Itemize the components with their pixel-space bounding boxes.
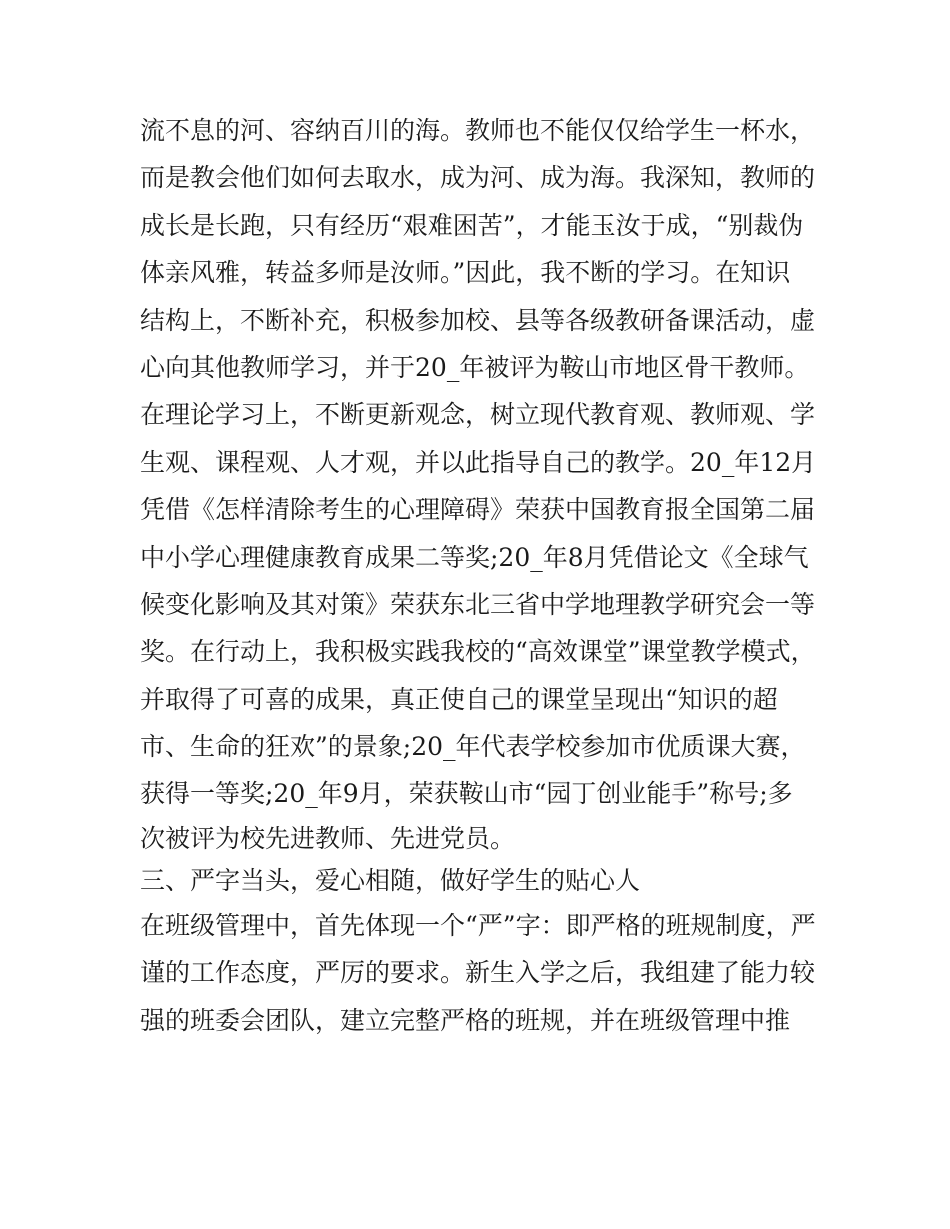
text-line: 流不息的河、容纳百川的海。教师也不能仅仅给学生一杯水，	[140, 116, 816, 145]
document-body	[140, 107, 820, 1044]
text-line: 市、生命的狂欢”的景象;20_年代表学校参加市优质课大赛，	[140, 732, 806, 762]
text-line: 谨的工作态度，严厉的要求。新生入学之后，我组建了能力较	[140, 958, 816, 988]
text-line: 奖。在行动上，我积极实践我校的“高效课堂”课堂教学模式，	[140, 637, 816, 667]
text-line: 强的班委会团队，建立完整严格的班规，并在班级管理中推	[140, 1005, 791, 1035]
text-line: 生观、课程观、人才观，并以此指导自己的教学。20_年12月	[140, 447, 817, 477]
text-line: 中小学心理健康教育成果二等奖;20_年8月凭借论文《全球气	[140, 542, 809, 572]
text-line: 结构上，不断补充，积极参加校、县等各级教研备课活动，虚	[140, 305, 816, 335]
text-line: 而是教会他们如何去取水，成为河、成为海。我深知，教师的	[140, 163, 816, 193]
text-line: 体亲风雅，转益多师是汝师。”因此，我不断的学习。在知识	[140, 258, 791, 288]
text-line: 心向其他教师学习，并于20_年被评为鞍山市地区骨干教师。	[140, 352, 810, 382]
text-line: 并取得了可喜的成果，真正使自己的课堂呈现出“知识的超	[140, 684, 778, 714]
text-line: 获得一等奖;20_年9月，荣获鞍山市“园丁创业能手”称号;多	[140, 779, 793, 809]
text-line: 候变化影响及其对策》荣获东北三省中学地理教学研究会一等	[140, 589, 816, 619]
text-line: 凭借《怎样清除考生的心理障碍》荣获中国教育报全国第二届	[140, 495, 816, 525]
text-line: 在理论学习上，不断更新观念，树立现代教育观、教师观、学	[140, 400, 816, 430]
text-line: 在班级管理中，首先体现一个“严”字：即严格的班规制度，严	[140, 910, 816, 940]
section-heading: 三、严字当头，爱心相随，做好学生的贴心人	[140, 865, 641, 895]
text-line: 次被评为校先进教师、先进党员。	[140, 823, 516, 853]
text-line: 成长是长跑，只有经历“艰难困苦”，才能玉汝于成，“别裁伪	[140, 210, 804, 240]
